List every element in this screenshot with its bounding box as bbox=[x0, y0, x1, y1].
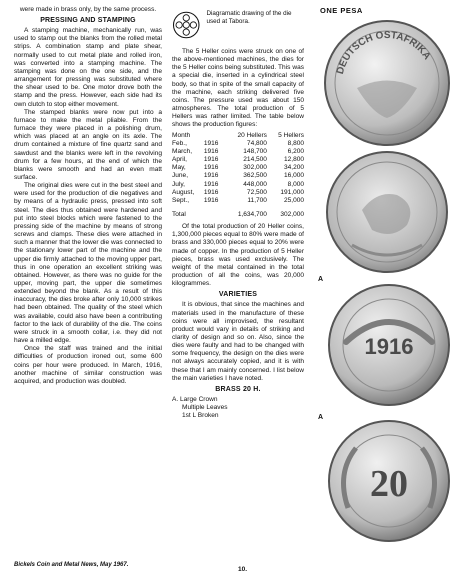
table-cell: April, bbox=[172, 156, 187, 164]
table-cell: 302,000 bbox=[243, 164, 267, 172]
table-cell: 1916 bbox=[203, 188, 219, 196]
table-row bbox=[172, 197, 304, 205]
table-cell: 214,500 bbox=[243, 156, 267, 164]
coin-year: 1916 bbox=[364, 334, 414, 359]
table-row bbox=[172, 140, 304, 148]
table-cell: 12,800 bbox=[283, 156, 304, 164]
paragraph: The 5 Heller coins were struck on one of the above-mentioned machines, the dies for the 5 Heller coins being substituted. This was a special die, inserted in a cylindrical steel body, so that in spite of the small capacity of the machine, each striking delivered five coins. The pressure used was about 150 atmospheres. The total production of 5 Hellers was rather limited. The table below shows the production figures: bbox=[172, 48, 304, 129]
paragraph: The original dies were cut in the best steel and were used for the production of die negatives and by means of a hydraulic press, pressed into soft steel. The dies thus obtained were hardened and put into steel blocks which were fastened to the pressing side of the machine by means of strong screws and clamps. These dies were attached in such a manner that the lower die was connected to the stationary lower part of the machine and the upper die firmly attached to the moving upper part, thus in one operation an excellent striking was obtained. However, as there was no guide for the upper, moving part, the upper die sometimes extended beyond the blank. As a result of this inaccuracy, the dies broke after only 10,000 strikes had been obtained. The quality of the steel which was available, could also have been a contributing factor to the lack of durability of the die. The coins were struck in a smooth collar, i.e. they did not have a milled edge. bbox=[14, 182, 162, 345]
table-total-row bbox=[172, 205, 304, 219]
table-cell: 25,000 bbox=[283, 196, 304, 204]
table-cell: 8,800 bbox=[287, 139, 304, 147]
table-cell: June, bbox=[172, 172, 189, 180]
table-cell: 74,800 bbox=[246, 139, 267, 147]
table-row bbox=[172, 181, 304, 189]
table-header-row bbox=[172, 132, 304, 140]
table-cell: August, bbox=[172, 188, 195, 196]
list-item: Multiple Leaves bbox=[182, 404, 228, 412]
table-header-cell: Month bbox=[172, 131, 191, 139]
table-header-cell: 20 Hellers bbox=[237, 131, 267, 139]
paragraph: A stamping machine, mechanically run, was used to stamp out the blanks from the rolled metal strips. A combination stamp and plate shear, normally used to cut metal plate and rolled iron, was converted into a stamping machine. The stamping was done on the one side, and the arrangement for pressing was substituted where the shear used to be. One motor drove both the stamp and the press. However, each side had its own clutch to stop either movement. bbox=[14, 27, 162, 108]
table-cell: 8,000 bbox=[287, 180, 304, 188]
table-cell: 1,634,700 bbox=[237, 210, 267, 218]
variety-label-a: A bbox=[318, 414, 324, 421]
production-table bbox=[172, 132, 304, 220]
section-heading-brass: BRASS 20 H. bbox=[215, 385, 261, 393]
coin-image-4 bbox=[326, 418, 452, 544]
table-cell: 362,500 bbox=[243, 172, 267, 180]
table-row bbox=[172, 189, 304, 197]
table-header-cell: 5 Hellers bbox=[278, 131, 304, 139]
table-cell: 11,700 bbox=[247, 196, 267, 204]
table-cell: Feb., bbox=[172, 139, 187, 147]
table-cell: 191,000 bbox=[280, 188, 304, 196]
intro-text: were made in brass only, by the same process. bbox=[19, 6, 157, 13]
table-cell: 302,000 bbox=[280, 210, 304, 218]
coin-image-1 bbox=[322, 18, 452, 148]
table-header-cell bbox=[204, 132, 225, 140]
page-number: 10. bbox=[238, 566, 248, 573]
paragraph: The stamped blanks were now put into a furnace to make the metal pliable. From the furnace they were placed in a polishing drum, which was placed at an angle on its axle. The drum contained a mixture of fine quartz sand and sawdust and the blanks were left in the revolving drum for a few hours, at the end of which the blanks were smooth and had an even matt surface. bbox=[14, 108, 162, 181]
table-cell: 6,200 bbox=[287, 147, 304, 155]
table-row bbox=[172, 148, 304, 156]
table-cell: March, bbox=[172, 147, 193, 155]
source-footer: Bickels Coin and Metal News, May 1967. bbox=[14, 562, 129, 568]
table-cell: 1916 bbox=[203, 147, 219, 155]
table-cell: 1916 bbox=[203, 139, 219, 147]
table-row bbox=[172, 172, 304, 180]
table-cell: 448,000 bbox=[243, 180, 267, 188]
table-cell: May, bbox=[172, 164, 186, 172]
coin-value: 20 bbox=[370, 463, 408, 505]
table-cell: July, bbox=[172, 180, 185, 188]
variety-list bbox=[172, 396, 304, 421]
diagram-caption: Diagramatic drawing of the die used at Tabora. bbox=[206, 10, 292, 25]
table-cell: 1916 bbox=[203, 180, 219, 188]
paragraph: It is obvious, that since the machines and materials used in the manufacture of these coins were all improvised, the resultant product would vary in details of striking and clarity of design and so on. Also, since the dies were faulty and had to be changed with some frequency, the design on the dies were not always accurately copied, and it is with these that I am mainly concerned. I list below the main varieties I have noted. bbox=[172, 301, 304, 382]
paragraph: Of the total production of 20 Heller coins, 1,300,000 pieces equal to 80% were made of brass and 330,000 pieces equal to 20% were made of copper. In the production of 5 Heller pieces, brass was used exclusively. The weight of the metal contained in the total production of all the coins, was 20,000 kilogrammes. bbox=[172, 223, 304, 288]
coin-image-2 bbox=[322, 150, 452, 275]
list-item: A. Large Crown bbox=[172, 395, 218, 403]
table-cell: 1916 bbox=[203, 164, 219, 172]
table-cell: Sept., bbox=[172, 196, 190, 204]
table-cell: 34,200 bbox=[283, 164, 304, 172]
die-diagram-block bbox=[172, 6, 304, 48]
coin-plate-title: ONE PESA bbox=[320, 6, 363, 15]
table-cell: 72,500 bbox=[246, 188, 267, 196]
table-cell bbox=[204, 205, 225, 219]
column-2 bbox=[172, 6, 304, 421]
section-heading-varieties: VARIETIES bbox=[218, 291, 258, 299]
coin-image-3 bbox=[326, 282, 452, 408]
die-diagram-icon bbox=[172, 6, 200, 44]
paragraph: Once the staff was trained and the initial difficulties of production ironed out, some 600 coins per hour were produced. In March, 1916, another machine of similar construction was acquired, and production was doubled. bbox=[14, 345, 162, 385]
coin-legend: DEUTSCH OSTAFRIKA bbox=[334, 29, 433, 76]
table-row bbox=[172, 164, 304, 172]
table-cell: 1916 bbox=[203, 196, 219, 204]
table-cell: 1916 bbox=[203, 156, 219, 164]
table-cell: 16,000 bbox=[283, 172, 304, 180]
table-cell: 1916 bbox=[203, 172, 219, 180]
table-cell: Total bbox=[172, 210, 186, 218]
table-row bbox=[172, 156, 304, 164]
table-cell: 148,700 bbox=[243, 147, 267, 155]
section-heading-pressing: PRESSING AND STAMPING bbox=[40, 17, 136, 25]
column-1 bbox=[14, 6, 162, 386]
variety-label-a: A bbox=[318, 276, 324, 283]
list-item: 1st L Broken bbox=[182, 412, 219, 420]
